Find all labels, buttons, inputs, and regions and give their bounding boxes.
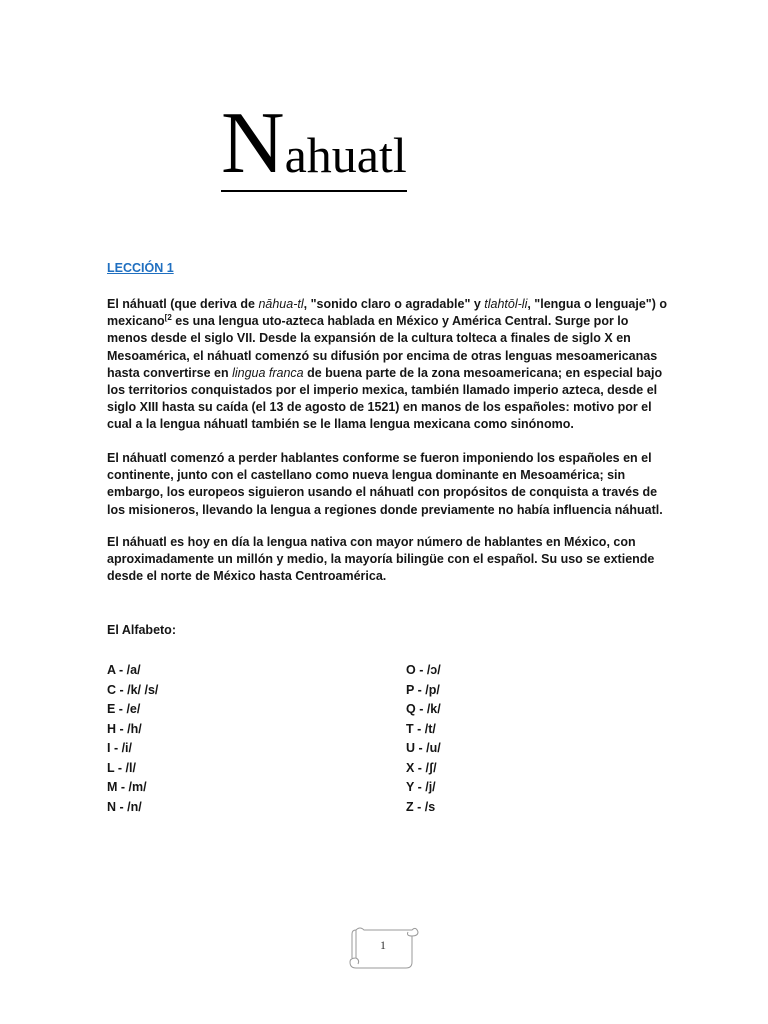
alphabet-entry: E - /e/ bbox=[107, 702, 141, 716]
lesson-heading: LECCIÓN 1 bbox=[107, 261, 174, 275]
alphabet-entry: I - /i/ bbox=[107, 741, 132, 755]
alphabet-entry: Q - /k/ bbox=[406, 702, 441, 716]
text-run: , "lengua o lenguaje") o mexicano bbox=[107, 297, 668, 329]
alphabet-entry: X - /ʃ/ bbox=[406, 760, 437, 775]
alphabet-entry: Z - /s bbox=[406, 799, 436, 814]
page-number: 1 bbox=[380, 938, 386, 952]
alphabet-entry: L - /l/ bbox=[107, 760, 136, 775]
text-run: , "sonido claro o agradable" y bbox=[303, 297, 485, 311]
text-run: El náhuatl (que deriva de bbox=[107, 297, 259, 311]
footnote-reference[interactable]: [2 bbox=[164, 313, 172, 323]
alphabet-entry: Y - /j/ bbox=[406, 780, 436, 794]
alphabet-entry: A - /a/ bbox=[107, 663, 141, 677]
text-run: de buena parte de la zona mesoamericana; en especial bajo los territorios conquistados por el imperio mexica, también llamado imperio azteca, desde el siglo XIII hasta su caída (el 13 de agosto de 1521) en manos de los españoles: motivo por el cual a la lengua náhuatl también se le llama lengua mexicana como sinónomo. bbox=[107, 365, 663, 432]
alphabet-entry: O - /ɔ/ bbox=[406, 663, 441, 677]
italic-term: nāhua-tl bbox=[258, 297, 304, 311]
italic-term: tlahtōl-li bbox=[484, 297, 528, 311]
paragraph-history: El náhuatl comenzó a perder hablantes conforme se fueron imponiendo los españoles en el continente, junto con el castellano como nueva lengua dominante en Mesoamérica; sin embargo, los europeos siguieron usando el náhuatl con propósitos de conquista a través de los misioneros, llevando la lengua a regiones donde previamente no había influencia náhuatl. bbox=[107, 451, 663, 517]
alphabet-entry: U - /u/ bbox=[406, 741, 441, 755]
page-title bbox=[221, 95, 407, 192]
alphabet-entry: N - /n/ bbox=[107, 799, 142, 814]
paragraph-intro bbox=[107, 296, 667, 434]
alphabet-entry: T - /t/ bbox=[406, 721, 436, 736]
alphabet-entry: P - /p/ bbox=[406, 682, 440, 697]
alphabet-list-left bbox=[107, 661, 158, 817]
title-rest: ahuatl bbox=[284, 127, 407, 183]
alphabet-entry: M - /m/ bbox=[107, 780, 147, 794]
italic-term: lingua franca bbox=[232, 365, 304, 380]
title-initial: N bbox=[221, 95, 285, 192]
alphabet-entry: C - /k/ /s/ bbox=[107, 682, 159, 697]
paragraph-present: El náhuatl es hoy en día la lengua nativa con mayor número de hablantes en México, con aproximadamente un millón y medio, la mayoría bilingüe con el español. Su uso se extiende desde el norte de México hasta Centroamérica. bbox=[107, 535, 655, 584]
text-run: es una lengua uto-azteca hablada en México y América Central. Surge por lo menos desde el siglo VII. Desde la expansión de la cultura tolteca a finales de siglo X en Mesoamérica, el náhuatl comenzó su difusión por encima de otras lenguas mesoamericanas hasta convertirse en bbox=[107, 314, 658, 380]
alphabet-heading: El Alfabeto: bbox=[107, 623, 176, 637]
alphabet-list-right bbox=[406, 661, 441, 817]
alphabet-entry: H - /h/ bbox=[107, 721, 142, 736]
